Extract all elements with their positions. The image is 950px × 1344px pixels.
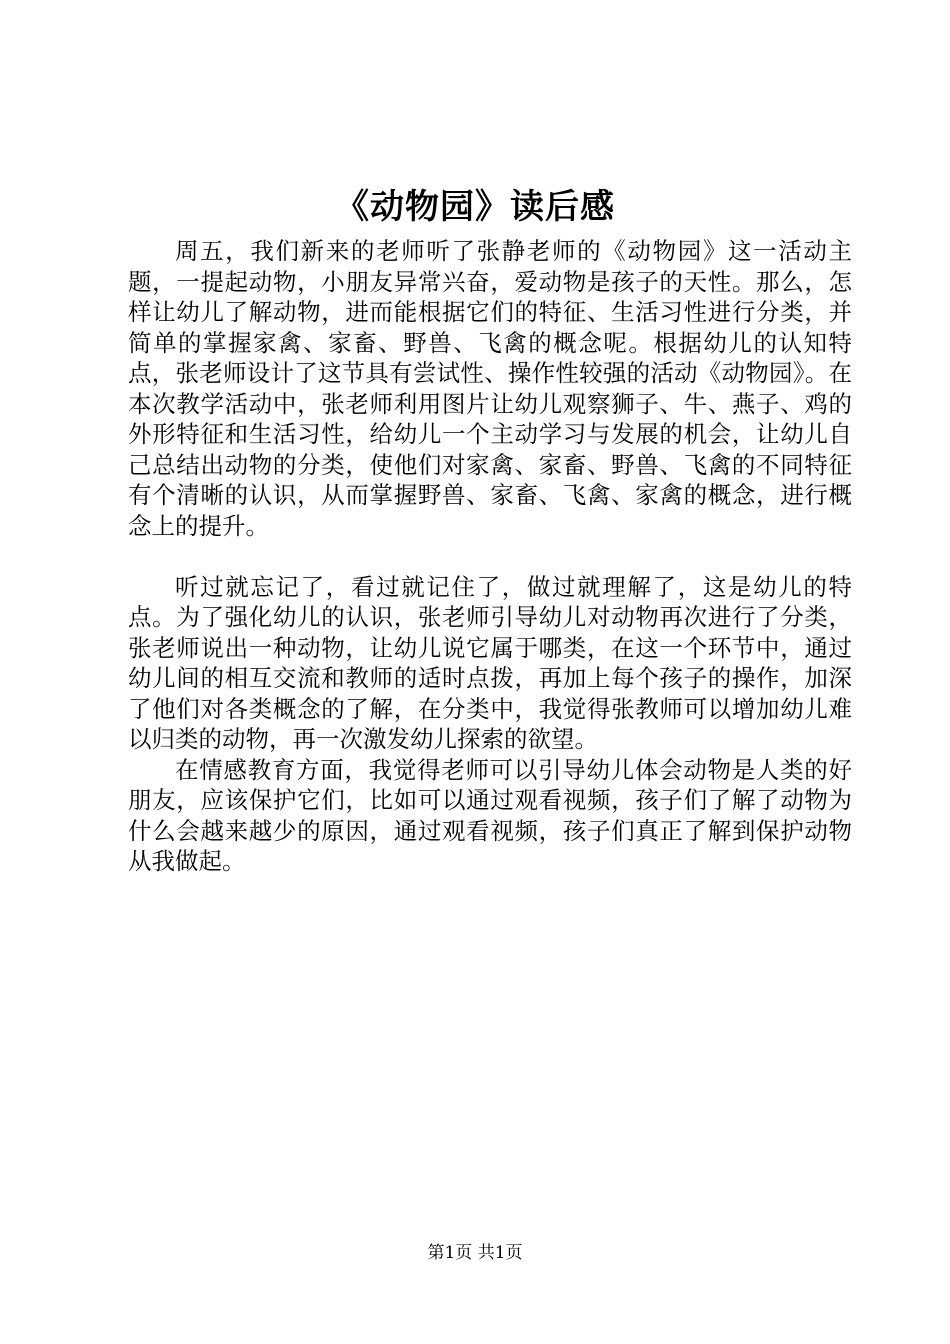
paragraph-gap xyxy=(128,541,852,572)
document-body xyxy=(128,236,852,877)
paragraph-1: 周五，我们新来的老师听了张静老师的《动物园》这一活动主题，一提起动物，小朋友异常兴奋，爱动物是孩子的天性。那么，怎样让幼儿了解动物，进而能根据它们的特征、生活习性进行分类，并简单的掌握家禽、家畜、野兽、飞禽的概念呢。根据幼儿的认知特点，张老师设计了这节具有尝试性、操作性较强的活动《动物园》。在本次教学活动中，张老师利用图片让幼儿观察狮子、牛、燕子、鸡的外形特征和生活习性，给幼儿一个主动学习与发展的机会，让幼儿自己总结出动物的分类，使他们对家禽、家畜、野兽、飞禽的不同特征有个清晰的认识，从而掌握野兽、家畜、飞禽、家禽的概念，进行概念上的提升。 xyxy=(128,237,852,540)
document-title: 《动物园》读后感 xyxy=(335,187,615,227)
page-footer: 第1页 共1页 xyxy=(427,1243,523,1263)
paragraph-2: 听过就忘记了，看过就记住了，做过就理解了，这是幼儿的特点。为了强化幼儿的认识，张老师引导幼儿对动物再次进行了分类，张老师说出一种动物，让幼儿说它属于哪类，在这一个环节中，通过幼儿间的相互交流和教师的适时点拨，再加上每个孩子的操作，加深了他们对各类概念的了解，在分类中，我觉得张教师可以增加幼儿难以归类的动物，再一次激发幼儿探索的欲望。 xyxy=(128,572,852,753)
paragraph-3: 在情感教育方面，我觉得老师可以引导幼儿体会动物是人类的好朋友，应该保护它们，比如可以通过观看视频，孩子们了解了动物为什么会越来越少的原因，通过观看视频，孩子们真正了解到保护动物从我做起。 xyxy=(128,755,852,875)
